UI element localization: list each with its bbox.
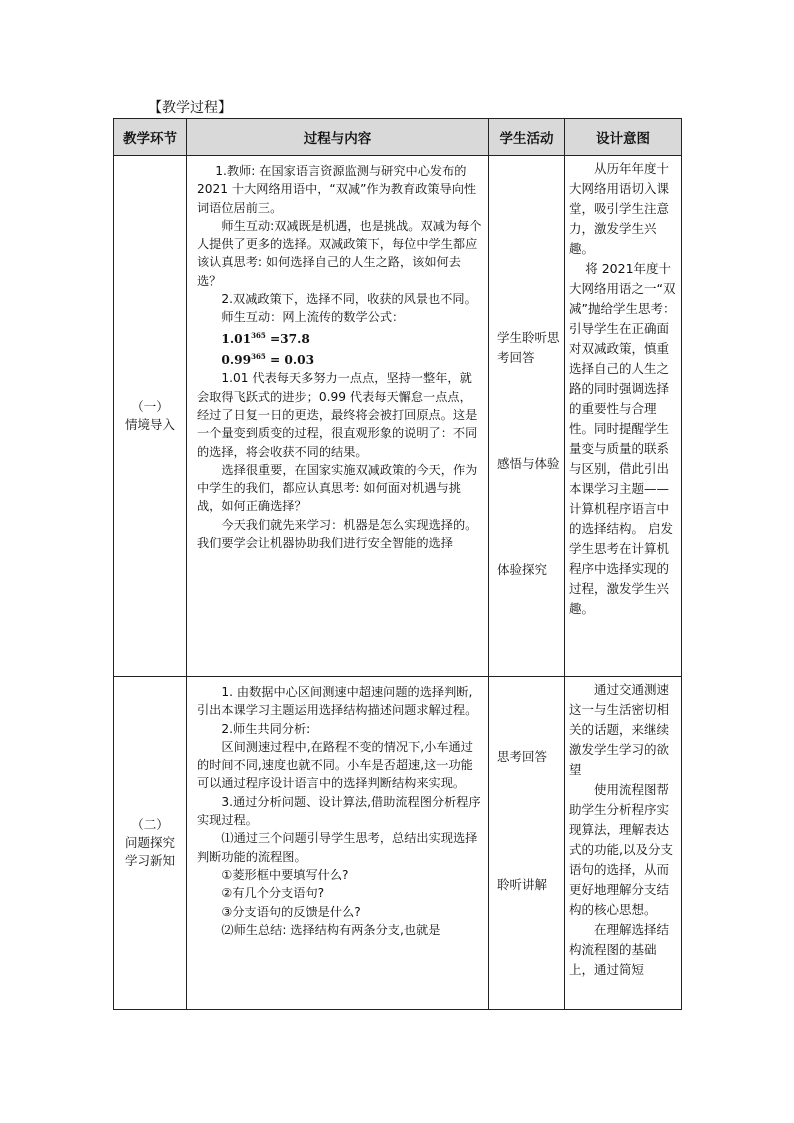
content-cell bbox=[187, 156, 489, 677]
formula-result: =37.8 bbox=[265, 331, 310, 346]
intent-paragraph: 从历年年度十大网络用语切入课堂，吸引学生注意力，激发学生兴趣。 bbox=[569, 161, 670, 256]
stage-number: （一） bbox=[131, 399, 169, 414]
content-paragraph: ⑴通过三个问题引导学生思考，总结出实现选择判断功能的流程图。 bbox=[197, 831, 478, 864]
intent-paragraph: 通过交通测速这一与生活密切相关的话题，来继续激发学生学习的欲望 bbox=[569, 682, 670, 777]
activity-item: 聆听讲解 bbox=[497, 877, 548, 892]
intent-paragraph: 使用流程图帮助学生分析程序实现算法，理解表达式的功能,以及分支语句的选择，从而更好地理解分支结构的核心思想。 bbox=[569, 782, 673, 917]
content-paragraph: 区间测速过程中,在路程不变的情况下,小车通过的时间不同,速度也就不同。小车是否超速,这一功能可以通过程序设计语言中的选择判断结构来实现。 bbox=[197, 739, 473, 791]
intent-paragraph: 将 2021年度十大网络用语之一“双减”抛给学生思考：引导学生在正确面对双减政策，慎重选择自己的人生之路的同时强调选择的重要性与合理性。同时提醒学生量变与质量的联系与区别，借此引出本课学习主题——计算机程序语言中的选择结构。 启发学生思考在计算机程序中选择实现的过程，激发学生兴趣。 bbox=[569, 261, 676, 616]
stage-name: 学习新知 bbox=[124, 853, 175, 868]
formula-exponent: 365 bbox=[251, 352, 266, 362]
content-paragraph: 1.教师: 在国家语言资源监测与研究中心发布的 2021 十大网络用语中，“双减”作为教育政策导向性词语位居前三。 bbox=[197, 164, 477, 215]
content-paragraph: 今天我们就先来学习：机器是怎么实现选择的。我们要学会让机器协助我们进行安全智能的选择 bbox=[197, 517, 478, 551]
content-paragraph: 2.师生共同分析: bbox=[221, 721, 311, 736]
table-row bbox=[114, 156, 682, 677]
content-paragraph: 师生互动：网上流传的数学公式： bbox=[221, 310, 405, 325]
content-paragraph: 2.双减政策下，选择不同，收获的风景也不同。 bbox=[221, 292, 477, 307]
activity-item: 感悟与体验 bbox=[497, 456, 560, 471]
stage-name: 情境导入 bbox=[124, 417, 175, 432]
stage-name: 问题探究 bbox=[124, 835, 175, 850]
content-paragraph: ⑵师生总结: 选择结构有两条分支,也就是 bbox=[221, 922, 441, 937]
stage-number: （二） bbox=[131, 817, 169, 832]
formula-line bbox=[197, 327, 482, 348]
activity-cell bbox=[489, 156, 565, 677]
content-paragraph: 师生互动:双减既是机遇，也是挑战。双减为每个人提供了更多的选择。双减政策下，每位中学生都应该认真思考: 如何选择自己的人生之路，该如何去选？ bbox=[197, 218, 482, 288]
table-header-row bbox=[114, 119, 682, 156]
activity-item: 学生聆听思考回答 bbox=[497, 330, 560, 365]
intent-cell bbox=[565, 677, 682, 1010]
header-content: 过程与内容 bbox=[187, 119, 489, 156]
formula-line bbox=[197, 348, 482, 369]
activity-cell bbox=[489, 677, 565, 1010]
section-title: 【教学过程】 bbox=[148, 100, 232, 116]
formula-exponent: 365 bbox=[251, 330, 266, 340]
content-paragraph: ②有几个分支语句? bbox=[221, 886, 325, 901]
intent-cell bbox=[565, 156, 682, 677]
stage-cell bbox=[114, 677, 187, 1010]
activity-item: 思考回答 bbox=[497, 749, 548, 764]
formula-result: = 0.03 bbox=[265, 353, 315, 368]
content-paragraph: ①菱形框中要填写什么? bbox=[221, 867, 349, 882]
table-row bbox=[114, 677, 682, 1010]
header-intent: 设计意图 bbox=[565, 119, 682, 156]
content-paragraph: 1. 由数据中心区间测速中超速问题的选择判断,引出本课学习主题运用选择结构描述问题求解过程。 bbox=[197, 685, 478, 718]
lesson-plan-table bbox=[113, 118, 682, 1010]
activity-item: 体验探究 bbox=[497, 562, 548, 577]
header-stage: 教学环节 bbox=[114, 119, 187, 156]
intent-paragraph: 在理解选择结构流程图的基础上，通过简短 bbox=[569, 922, 670, 977]
content-cell bbox=[187, 677, 489, 1010]
content-paragraph: 选择很重要，在国家实施双减政策的今天，作为中学生的我们，都应认真思考: 如何面对机遇与挑战，如何正确选择？ bbox=[197, 462, 478, 514]
content-paragraph: 1.01 代表每天多努力一点点，坚持一整年，就会取得飞跃式的进步；0.99 代表每天懈怠一点点，经过了日复一日的更迭，最终将会被打回原点。这是一个量变到质变的过程，很直观形象的说明了：不同的选择，将会收获不同的结果。 bbox=[197, 371, 478, 459]
content-paragraph: ③分支语句的反馈是什么? bbox=[221, 904, 361, 919]
content-paragraph: 3.通过分析问题、设计算法,借助流程图分析程序实现过程。 bbox=[197, 794, 481, 828]
formula-base: 0.99 bbox=[221, 353, 252, 368]
stage-cell bbox=[114, 156, 187, 677]
header-activity: 学生活动 bbox=[489, 119, 565, 156]
formula-base: 1.01 bbox=[221, 331, 252, 346]
